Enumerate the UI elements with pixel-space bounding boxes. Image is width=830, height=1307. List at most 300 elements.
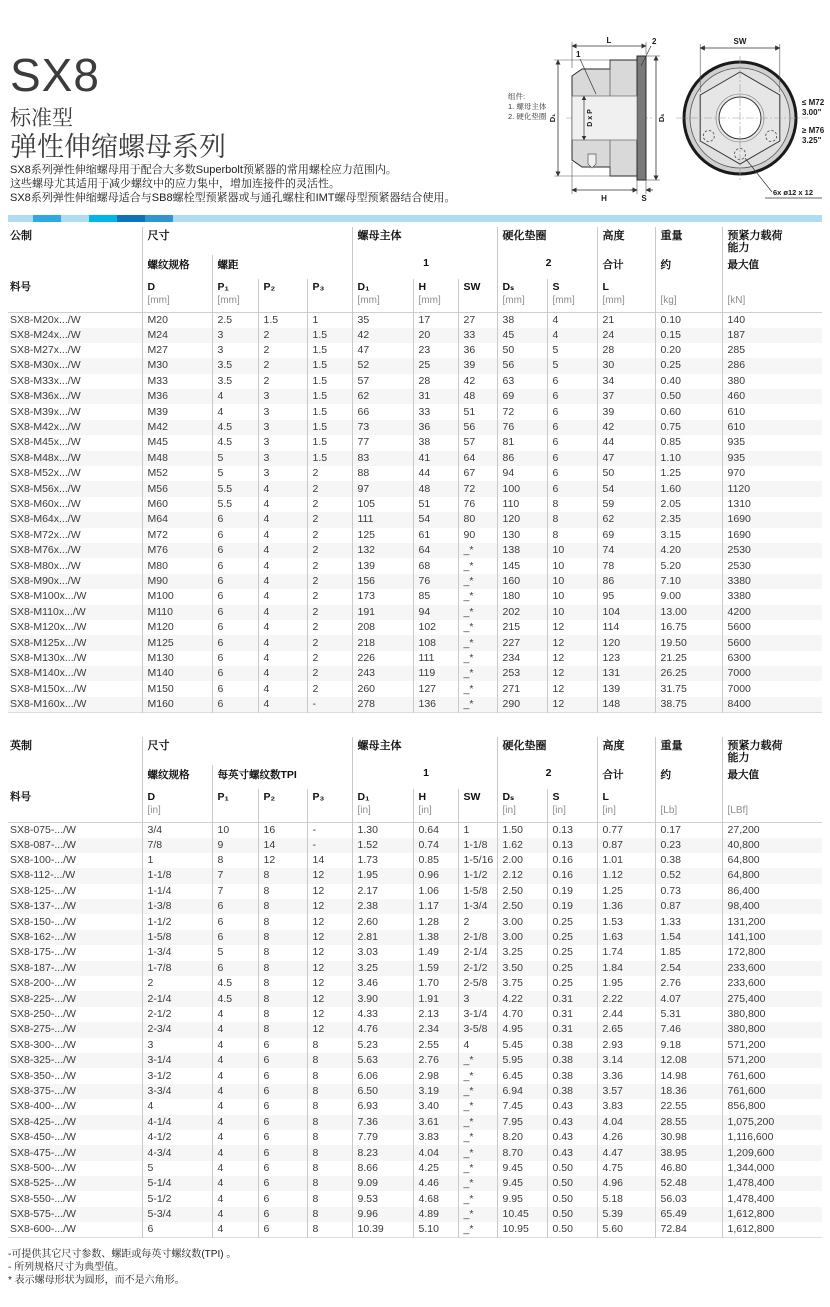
table-cell: 7000 [722, 681, 822, 696]
table-cell: 0.43 [547, 1099, 597, 1114]
table-cell: 38 [413, 435, 458, 450]
table-cell: 3 [258, 466, 307, 481]
table-cell: _* [458, 589, 497, 604]
col-header-P1: P₁ [212, 789, 258, 822]
table-cell: 8 [307, 1176, 352, 1191]
part-number-cell: SX8-M76x.../W [10, 544, 81, 557]
table-cell: 208 [352, 620, 413, 635]
table-cell: 1.25 [597, 884, 655, 899]
table-cell: 8 [307, 1130, 352, 1145]
legend-item: 2. 硬化垫圈 [508, 112, 547, 121]
table-cell: 3 [258, 420, 307, 435]
table-cell: 131,200 [722, 914, 822, 929]
table-cell: 8 [258, 945, 307, 960]
table-cell: 1.30 [352, 822, 413, 838]
table-cell: 6 [212, 635, 258, 650]
table-cell: 83 [352, 451, 413, 466]
table-cell: 148 [597, 697, 655, 713]
table-cell: 3/4 [142, 822, 212, 838]
table-cell: 111 [352, 512, 413, 527]
table-cell: 1.28 [413, 914, 458, 929]
table-cell: 5.63 [352, 1053, 413, 1068]
table-row [8, 605, 822, 620]
preload-line1: 预紧力载荷 [727, 230, 783, 242]
group-header-size: 尺寸 [142, 737, 352, 765]
table-cell: 0.96 [413, 868, 458, 883]
table-cell: 4 [212, 1038, 258, 1053]
table-cell: 76 [497, 420, 547, 435]
table-cell: 2 [258, 374, 307, 389]
table-cell: 5.10 [413, 1222, 458, 1238]
table-cell: 761,600 [722, 1084, 822, 1099]
sub-header-part2: 2 [497, 255, 597, 279]
table-cell: 610 [722, 420, 822, 435]
table-cell: 90 [458, 528, 497, 543]
col-header-load-unit: [kN] [722, 279, 822, 312]
table-cell: _* [458, 635, 497, 650]
group-header-weight: 重量 [655, 227, 722, 255]
sub-header-total: 合计 [597, 255, 655, 279]
table-cell: 31 [413, 389, 458, 404]
table-cell: 64,800 [722, 853, 822, 868]
table-cell: _* [458, 666, 497, 681]
table-cell: 0.17 [655, 822, 722, 838]
table-cell: 1.01 [597, 853, 655, 868]
table-cell: 18.36 [655, 1084, 722, 1099]
table-cell: 0.75 [655, 420, 722, 435]
table-cell: 8 [307, 1038, 352, 1053]
table-cell: 0.50 [547, 1176, 597, 1191]
table-cell: 63 [497, 374, 547, 389]
table-cell: 1.5 [258, 312, 307, 328]
table-cell: 132 [352, 543, 413, 558]
table-cell: 0.25 [655, 358, 722, 373]
table-cell: 160 [497, 574, 547, 589]
table-cell: 4 [212, 1145, 258, 1160]
table-cell: 6 [258, 1053, 307, 1068]
table-cell: 2 [307, 574, 352, 589]
table-cell: 0.60 [655, 404, 722, 419]
table-cell: 0.85 [413, 853, 458, 868]
metric-spec-table [8, 227, 822, 713]
table-cell: 28 [413, 374, 458, 389]
table-cell: 56 [458, 420, 497, 435]
table-row [8, 822, 822, 838]
part-number-cell: SX8-M24x.../W [10, 328, 81, 341]
table-cell: 1310 [722, 497, 822, 512]
table-cell: 6 [547, 451, 597, 466]
table-cell: 1.91 [413, 991, 458, 1006]
table-cell: 28 [597, 343, 655, 358]
part-number-cell: SX8-450-.../W [10, 1131, 76, 1144]
table-cell: 0.25 [547, 945, 597, 960]
part-number-cell: SX8-M130x.../W [10, 651, 87, 664]
table-row [8, 681, 822, 696]
table-cell: 3.90 [352, 991, 413, 1006]
table-cell: 86,400 [722, 884, 822, 899]
subtitle-type: 标准型 [10, 107, 73, 130]
table-cell: 77 [352, 435, 413, 450]
table-row [8, 1084, 822, 1099]
footnote-line: -可提供其它尺寸参数、螺距或每英寸螺纹数(TPI) 。 [8, 1249, 237, 1260]
table-cell: 9 [212, 838, 258, 853]
table-cell: 65.49 [655, 1207, 722, 1222]
table-cell: 5.20 [655, 558, 722, 573]
table-row [8, 543, 822, 558]
table-cell: 123 [597, 651, 655, 666]
table-cell: 24 [597, 328, 655, 343]
table-cell: 16.75 [655, 620, 722, 635]
table-cell: 4-3/4 [142, 1145, 212, 1160]
table-cell: 3-1/4 [458, 1007, 497, 1022]
part-number-cell: SX8-M90x.../W [10, 574, 81, 587]
table-row [8, 853, 822, 868]
part-number-cell: SX8-M56x.../W [10, 482, 81, 495]
table-row [8, 1038, 822, 1053]
table-cell: 48 [458, 389, 497, 404]
table-cell: 33 [413, 404, 458, 419]
table-cell: 5 [142, 1161, 212, 1176]
table-cell: 1 [142, 853, 212, 868]
table-cell: 125 [352, 528, 413, 543]
accent-bar-segment [33, 215, 61, 222]
table-cell: 2 [307, 666, 352, 681]
table-cell: 1,478,400 [722, 1191, 822, 1206]
table-cell: 74 [597, 543, 655, 558]
table-cell: 1.5 [307, 358, 352, 373]
table-cell: 8 [307, 1099, 352, 1114]
col-header-H: H [mm] [413, 279, 458, 312]
table-cell: 6 [547, 466, 597, 481]
table-cell: 59 [597, 497, 655, 512]
table-cell: 46.80 [655, 1161, 722, 1176]
table-row [8, 991, 822, 1006]
table-cell: 8 [258, 868, 307, 883]
table-cell: 14 [258, 838, 307, 853]
table-cell: 8.70 [497, 1145, 547, 1160]
table-cell: 6 [258, 1084, 307, 1099]
table-cell: 571,200 [722, 1053, 822, 1068]
table-cell: 8 [258, 1022, 307, 1037]
table-cell: 6300 [722, 651, 822, 666]
table-cell: 761,600 [722, 1068, 822, 1083]
table-cell: 1.54 [655, 930, 722, 945]
table-row [8, 1022, 822, 1037]
table-cell: 12 [547, 635, 597, 650]
table-cell: 4-1/4 [142, 1115, 212, 1130]
table-row [8, 1207, 822, 1222]
table-cell: M130 [142, 651, 212, 666]
table-cell: 110 [497, 497, 547, 512]
table-cell: 2.50 [497, 899, 547, 914]
table-cell: 1.63 [597, 930, 655, 945]
table-cell: M20 [142, 312, 212, 328]
table-cell: 0.50 [547, 1222, 597, 1238]
table-cell: 6 [258, 1191, 307, 1206]
description-line: SX8系列弹性伸缩螺母用于配合大多数Superbolt预紧器的常用螺栓应力范围内。 [10, 164, 397, 176]
table-cell: 6 [258, 1207, 307, 1222]
table-row [8, 466, 822, 481]
table-cell: 1690 [722, 512, 822, 527]
table-cell: 1.38 [413, 930, 458, 945]
table-cell: 9.53 [352, 1191, 413, 1206]
table-cell: 12 [547, 666, 597, 681]
table-cell: 0.13 [547, 838, 597, 853]
table-cell: 6.06 [352, 1068, 413, 1083]
table-cell: 6 [258, 1176, 307, 1191]
table-cell: 2 [258, 343, 307, 358]
table-cell: 8 [307, 1222, 352, 1238]
table-cell: 1.52 [352, 838, 413, 853]
table-cell: 0.25 [547, 961, 597, 976]
table-cell: 40,800 [722, 838, 822, 853]
table-cell: 69 [497, 389, 547, 404]
table-cell: 5 [547, 358, 597, 373]
table-row [8, 1053, 822, 1068]
table-cell: 2 [307, 543, 352, 558]
table-cell: 41 [413, 451, 458, 466]
table-cell: 6 [212, 620, 258, 635]
table-cell: _* [458, 1191, 497, 1206]
table-cell: 1.95 [597, 976, 655, 991]
table-cell: 9.00 [655, 589, 722, 604]
table-cell: M42 [142, 420, 212, 435]
sub-header-part1: 1 [352, 765, 497, 789]
table-cell: 8400 [722, 697, 822, 713]
table-cell: 2-1/2 [142, 1007, 212, 1022]
table-cell: 4 [212, 1053, 258, 1068]
table-cell: 3 [258, 435, 307, 450]
table-cell: 50 [597, 466, 655, 481]
table-cell: 3 [258, 389, 307, 404]
table-cell: 8 [547, 528, 597, 543]
table-cell: 0.38 [547, 1068, 597, 1083]
table-cell: 8 [307, 1115, 352, 1130]
table-cell: 6 [212, 512, 258, 527]
table-cell: 2.44 [597, 1007, 655, 1022]
table-cell: 8 [258, 1007, 307, 1022]
table-cell: 2 [307, 651, 352, 666]
table-row [8, 976, 822, 991]
table-cell: 0.10 [655, 312, 722, 328]
table-cell: 1.5 [307, 420, 352, 435]
part-number-cell: SX8-M39x.../W [10, 405, 81, 418]
part-number-cell: SX8-M30x.../W [10, 359, 81, 372]
table-cell: 56.03 [655, 1191, 722, 1206]
table-cell: 6 [212, 589, 258, 604]
table-cell: 3.61 [413, 1115, 458, 1130]
col-header-SW: SW [458, 789, 497, 822]
table-cell: 10 [547, 574, 597, 589]
table-cell: 218 [352, 635, 413, 650]
table-cell: 4 [212, 389, 258, 404]
table-cell: 57 [458, 435, 497, 450]
table-row [8, 358, 822, 373]
table-cell: 2 [307, 512, 352, 527]
table-cell: 0.25 [547, 976, 597, 991]
table-cell: 3.14 [597, 1053, 655, 1068]
part-number-cell: SX8-M20x.../W [10, 313, 81, 326]
product-description [10, 163, 456, 205]
size-note-small: ≤ M72 [802, 98, 825, 107]
table-cell: 73 [352, 420, 413, 435]
sub-header-approx: 约 [655, 765, 722, 789]
part-number-cell: SX8-100-.../W [10, 854, 76, 867]
table-cell: 8.66 [352, 1161, 413, 1176]
table-cell: 22.55 [655, 1099, 722, 1114]
table-cell: 105 [352, 497, 413, 512]
col-header-L: L [in] [597, 789, 655, 822]
table-cell: 81 [497, 435, 547, 450]
table-cell: 4.26 [597, 1130, 655, 1145]
table-row [8, 884, 822, 899]
table-cell: 6 [212, 574, 258, 589]
col-header-P3: P₃ [307, 789, 352, 822]
table-cell: 156 [352, 574, 413, 589]
table-cell: 2-1/4 [142, 991, 212, 1006]
table-cell: 20 [413, 328, 458, 343]
table-cell: 47 [597, 451, 655, 466]
table-cell: 0.50 [655, 389, 722, 404]
empty-header [8, 765, 142, 789]
table-cell: 1.5 [307, 374, 352, 389]
table-cell: 4 [212, 1068, 258, 1083]
table-cell: 0.40 [655, 374, 722, 389]
table-cell: 1,612,800 [722, 1207, 822, 1222]
col-header-S: S [mm] [547, 279, 597, 312]
table-cell: 10.39 [352, 1222, 413, 1238]
part-number-cell: SX8-300-.../W [10, 1038, 76, 1051]
table-cell: 10 [547, 589, 597, 604]
table-cell: 4 [212, 1099, 258, 1114]
table-cell: M24 [142, 328, 212, 343]
table-cell: 1.5 [307, 328, 352, 343]
table-cell: 1,209,600 [722, 1145, 822, 1160]
preload-line1: 预紧力载荷 [727, 740, 783, 752]
table-cell: 138 [497, 543, 547, 558]
table-row [8, 620, 822, 635]
table-row [8, 838, 822, 853]
table-cell: 4 [258, 620, 307, 635]
table-cell: 6 [212, 914, 258, 929]
table-cell: 7 [212, 884, 258, 899]
table-cell: 64 [413, 543, 458, 558]
table-cell: 6 [547, 404, 597, 419]
table-cell: 54 [597, 481, 655, 496]
table-cell: 1-5/8 [458, 884, 497, 899]
table-cell: 2 [307, 620, 352, 635]
group-header-washer: 硬化垫圈 [497, 227, 597, 255]
table-cell: 62 [352, 389, 413, 404]
table-cell: 243 [352, 666, 413, 681]
accent-bar [8, 215, 822, 222]
table-cell: 4.5 [212, 976, 258, 991]
table-cell: 0.50 [547, 1161, 597, 1176]
table-cell: 6 [547, 420, 597, 435]
title-block [10, 49, 226, 163]
table-cell: M160 [142, 697, 212, 713]
sub-header-max: 最大值 [722, 255, 822, 279]
table-cell: 285 [722, 343, 822, 358]
part-number-cell: SX8-525-.../W [10, 1177, 76, 1190]
part-number-cell: SX8-M150x.../W [10, 682, 87, 695]
table-cell: 5.31 [655, 1007, 722, 1022]
col-header-P2: P₂ [258, 789, 307, 822]
table-cell: 1690 [722, 528, 822, 543]
table-cell: 610 [722, 404, 822, 419]
group-header-size: 尺寸 [142, 227, 352, 255]
table-cell: 180 [497, 589, 547, 604]
table-cell: 4.96 [597, 1176, 655, 1191]
table-cell: 3-1/2 [142, 1068, 212, 1083]
table-cell: 3 [458, 991, 497, 1006]
table-cell: 145 [497, 558, 547, 573]
table-cell: 1.5 [307, 451, 352, 466]
subtitle-series: 弹性伸缩螺母系列 [10, 132, 226, 163]
table-cell: 2-1/8 [458, 930, 497, 945]
part-number-cell: SX8-225-.../W [10, 992, 76, 1005]
table-cell: 7.79 [352, 1130, 413, 1145]
table-cell: 2.00 [497, 853, 547, 868]
table-cell: 1.73 [352, 853, 413, 868]
table-cell: 4-1/2 [142, 1130, 212, 1145]
table-cell: 31.75 [655, 681, 722, 696]
dim-label-D1: D₁ [548, 113, 557, 123]
table-cell: M72 [142, 528, 212, 543]
table-row [8, 328, 822, 343]
col-header-load-unit: [LBf] [722, 789, 822, 822]
table-cell: 0.43 [547, 1145, 597, 1160]
table-cell: 2.54 [655, 961, 722, 976]
col-header-D1: D₁ [mm] [352, 279, 413, 312]
table-cell: 2.5 [212, 312, 258, 328]
table-row [8, 343, 822, 358]
table-cell: 6 [212, 558, 258, 573]
table-cell: 6.45 [497, 1068, 547, 1083]
table-cell: 86 [497, 451, 547, 466]
table-row [8, 651, 822, 666]
table-cell: 7 [212, 868, 258, 883]
table-cell: 1,344,000 [722, 1161, 822, 1176]
table-cell: 94 [413, 605, 458, 620]
table-cell: 6 [212, 899, 258, 914]
table-cell: 2 [142, 976, 212, 991]
col-header-D: D [in] [142, 789, 212, 822]
table-cell: 12.08 [655, 1053, 722, 1068]
table-cell: 5-1/2 [142, 1191, 212, 1206]
part-number-cell: SX8-M27x.../W [10, 344, 81, 357]
table-cell: 1-5/16 [458, 853, 497, 868]
preload-line2: 能力 [727, 242, 750, 254]
table-cell: 8 [547, 512, 597, 527]
table-cell: 4.04 [413, 1145, 458, 1160]
table-row [8, 945, 822, 960]
part-number-cell: SX8-350-.../W [10, 1069, 76, 1082]
part-number-cell: SX8-M100x.../W [10, 590, 87, 603]
table-cell: 4.89 [413, 1207, 458, 1222]
table-cell: M64 [142, 512, 212, 527]
part-number-cell: SX8-M42x.../W [10, 421, 81, 434]
part-number-cell: SX8-M60x.../W [10, 497, 81, 510]
table-cell: M80 [142, 558, 212, 573]
table-cell: 3 [258, 451, 307, 466]
table-cell: 33 [458, 328, 497, 343]
table-cell: 2.12 [497, 868, 547, 883]
table-row [8, 868, 822, 883]
table-cell: _* [458, 1207, 497, 1222]
table-cell: 6 [258, 1161, 307, 1176]
table-cell: 1.5 [307, 404, 352, 419]
